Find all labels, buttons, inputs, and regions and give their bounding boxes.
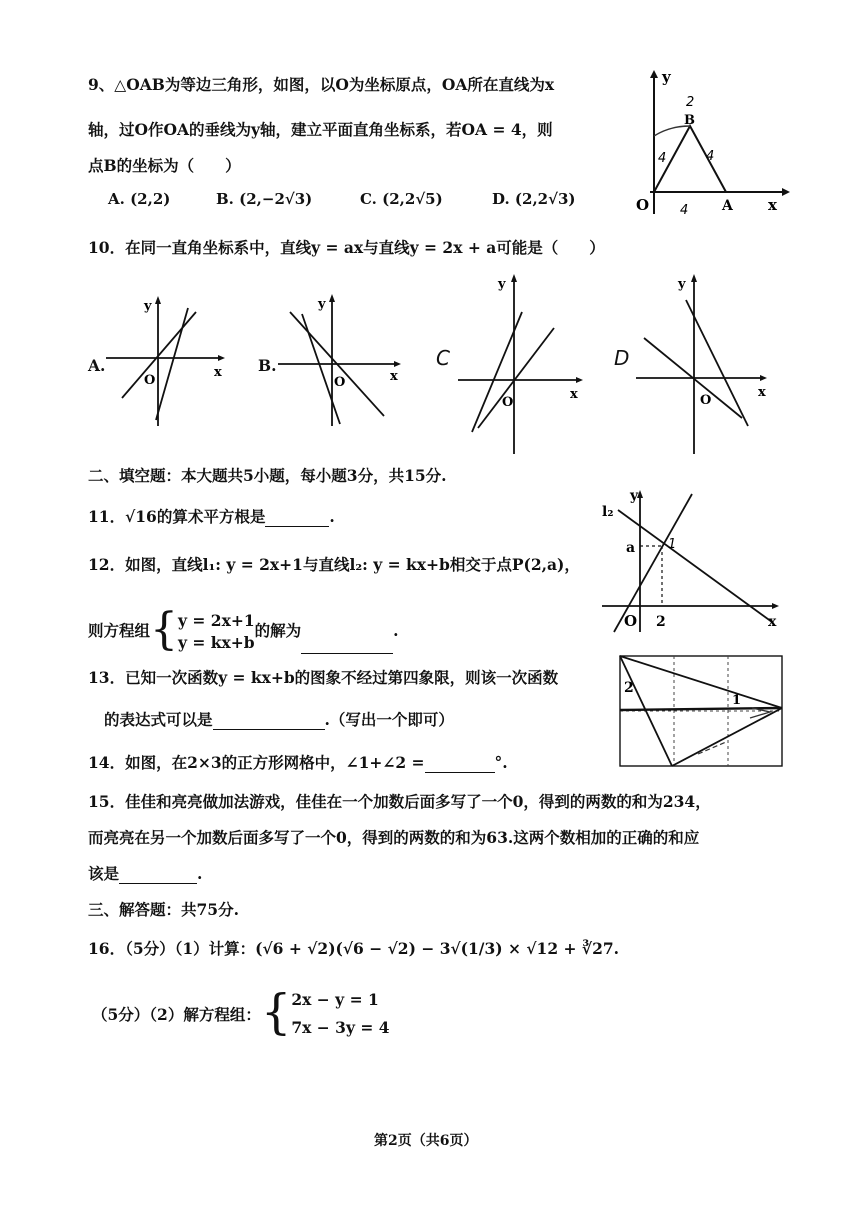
- q16-part1: 16．（5分）（1）计算：(√6 + √2)(√6 − √2) − 3√(1/3) × √12 + ∛27.: [88, 939, 620, 958]
- q10-b-y: y: [318, 297, 326, 312]
- q12-system: [178, 610, 255, 654]
- q16-eq1: 2x − y = 1: [291, 990, 379, 1009]
- q12-l2-label: l₂: [602, 504, 614, 520]
- q9-line2: 轴，过O作OA的垂线为y轴，建立平面直角坐标系，若OA = 4，则: [88, 120, 553, 139]
- q13-answer-blank[interactable]: [213, 713, 325, 730]
- q12-hand-1: 1: [668, 537, 677, 552]
- q10-label-a: A.: [88, 356, 106, 375]
- q14-answer-blank[interactable]: [425, 756, 495, 773]
- q9-option-c: C. (2,2√5): [360, 190, 443, 208]
- q15-answer-blank[interactable]: [119, 867, 197, 884]
- q9-y-label: y: [662, 68, 671, 86]
- q10-a-o: O: [144, 373, 156, 388]
- q10-b-x: x: [390, 369, 398, 384]
- q10-stem: 10．在同一直角坐标系中，直线y = ax与直线y = 2x + a可能是（ ）: [88, 238, 605, 257]
- q10-graph-b: [272, 290, 407, 430]
- q9-figure: [610, 68, 790, 218]
- q12-a-label: a: [626, 540, 636, 556]
- q15-line3: [88, 862, 202, 884]
- q11-stem: 11．√16的算术平方根是: [88, 507, 266, 526]
- q15-end: .: [197, 864, 203, 883]
- q10-d-o: O: [700, 393, 712, 408]
- q13-line1: 13．已知一次函数y = kx+b的图象不经过第四象限，则该一次函数: [88, 668, 559, 687]
- q10-a-x: x: [214, 365, 222, 380]
- q9-b-label: B: [684, 113, 695, 128]
- q9-a-label: A: [722, 198, 733, 214]
- q16-part2-label: （5分）（2）解方程组：: [92, 1005, 261, 1024]
- q10-label-c-handwritten: C: [436, 346, 450, 370]
- q11-answer-blank[interactable]: [265, 510, 329, 527]
- q14-angle-1: 1: [732, 693, 742, 708]
- q14-stem: 14．如图，在2×3的正方形网格中，∠1+∠2 =: [88, 753, 425, 772]
- page-footer: 第2页（共6页）: [374, 1133, 478, 1149]
- q9-option-a: A. (2,2): [108, 190, 171, 208]
- q12-eq1: y = 2x+1: [178, 611, 255, 630]
- q12-x-label: x: [768, 614, 777, 630]
- q10-graph-a: [100, 290, 230, 430]
- section-2-heading: 二、填空题：本大题共5小题，每小题3分，共15分.: [88, 466, 447, 485]
- q15-line1: 15．佳佳和亮亮做加法游戏，佳佳在一个加数后面多写了一个0，得到的两数的和为234，: [88, 792, 711, 811]
- q10-c-o: O: [502, 395, 514, 410]
- q12-answer-blank[interactable]: [301, 637, 393, 654]
- q12-mid: 的解为: [254, 621, 302, 640]
- q14-figure: [614, 652, 786, 772]
- q12-end: .: [393, 621, 399, 640]
- q10-label-d-handwritten: D: [614, 346, 630, 370]
- q10-d-x: x: [758, 385, 766, 400]
- q15-line2: 而亮亮在另一个加数后面多写了一个0，得到的两数的和为63.这两个数相加的正确的和应: [88, 828, 700, 847]
- q12-two-label: 2: [656, 614, 666, 630]
- q10-label-b: B.: [258, 356, 277, 375]
- q10-a-y: y: [144, 299, 152, 314]
- q14-end: °.: [494, 753, 508, 772]
- q11-end: .: [329, 507, 335, 526]
- q16-part2: [92, 986, 390, 1042]
- q9-o-label: O: [636, 196, 650, 214]
- q10-d-y: y: [678, 277, 686, 292]
- q9-line1: 9、△OAB为等边三角形，如图，以O为坐标原点，OA所在直线为x: [88, 75, 555, 94]
- q12-figure: [596, 486, 786, 636]
- q16-brace: {: [260, 984, 292, 1040]
- q10-c-y: y: [498, 277, 506, 292]
- q13-line2: [104, 708, 454, 730]
- q14-angle-2: 2: [624, 680, 634, 696]
- q9-x-label: x: [768, 196, 777, 214]
- q16-system: [291, 986, 389, 1042]
- q9-option-b: B. (2,−2√3): [216, 190, 313, 208]
- q10-c-x: x: [570, 387, 578, 402]
- q16-eq2: 7x − 3y = 4: [291, 1018, 390, 1037]
- q10-b-o: O: [334, 375, 346, 390]
- q9-hand-4b: 4: [706, 149, 715, 164]
- q12-y-label: y: [630, 488, 639, 504]
- q13-pre: 的表达式可以是: [104, 710, 213, 729]
- q15-pre: 该是: [88, 864, 120, 883]
- q9-hand-4a: 4: [658, 151, 667, 166]
- q12-o-label: O: [624, 612, 638, 630]
- q12-line2: [88, 604, 399, 655]
- q9-line3: 点B的坐标为（ ）: [88, 156, 241, 175]
- q12-brace: {: [150, 604, 179, 655]
- q9-option-d: D. (2,2√3): [492, 190, 576, 208]
- q13-post: .（写出一个即可）: [324, 710, 454, 729]
- q12-line1: 12．如图，直线l₁: y = 2x+1与直线l₂: y = kx+b相交于点P(2,a)，: [88, 555, 580, 574]
- q11-text: [88, 505, 335, 527]
- q9-hand-2: 2: [686, 95, 695, 110]
- q10-graph-c: [452, 268, 592, 458]
- q12-eq2: y = kx+b: [178, 633, 255, 652]
- section-3-heading: 三、解答题：共75分.: [88, 900, 239, 919]
- q12-pre: 则方程组: [88, 621, 151, 640]
- q10-graph-d: [630, 268, 775, 458]
- q14-text: [88, 751, 508, 773]
- q9-hand-4c: 4: [680, 203, 689, 218]
